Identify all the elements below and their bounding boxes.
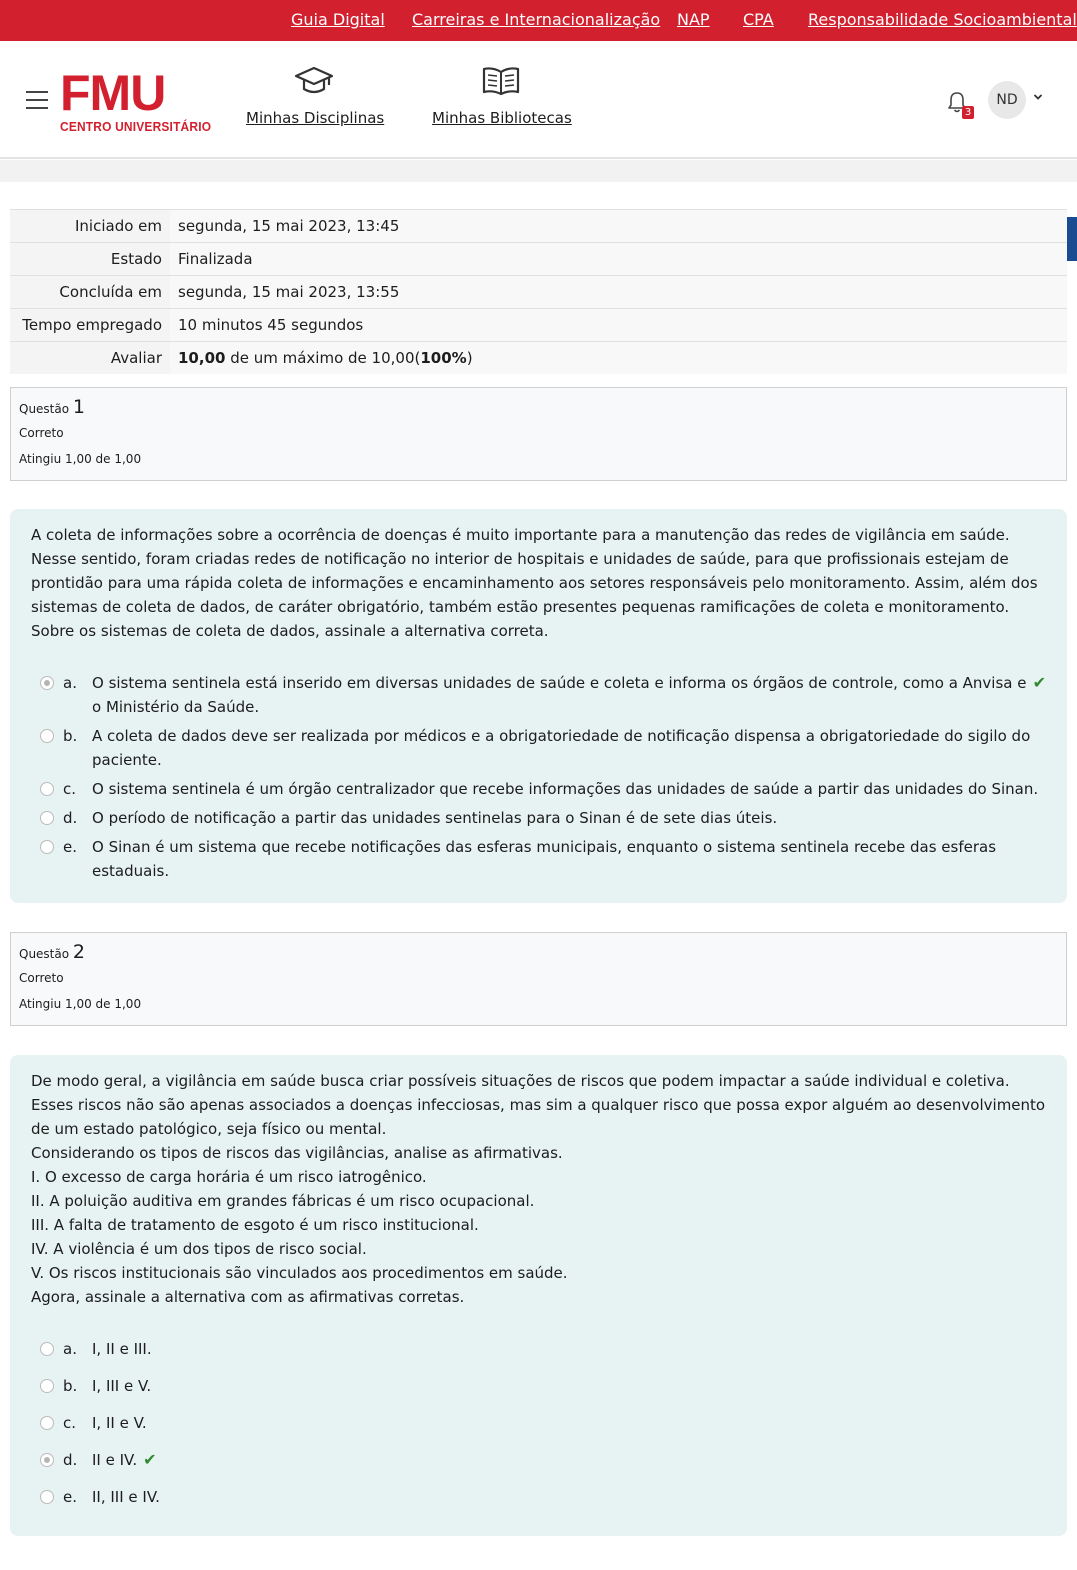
summary-row: [10, 309, 1067, 342]
graduation-cap-icon: [246, 63, 381, 99]
answer-text: O sistema sentinela é um órgão centralizador que recebe informações das unidades de saúde a partir das unidades do Sinan.: [92, 780, 1039, 798]
answer-text: I, II e V.: [92, 1414, 147, 1432]
question-content-1: [10, 509, 1067, 903]
answer-text: A coleta de dados deve ser realizada por médicos e a obrigatoriedade de notificação dispensa a obrigatoriedade do sigilo do paciente.: [92, 727, 1031, 769]
answer-letter: e.: [63, 1488, 77, 1506]
nav-label: Minhas Bibliotecas: [432, 109, 572, 127]
radio-button[interactable]: [40, 1490, 54, 1504]
answer-option-d[interactable]: [31, 1448, 1046, 1472]
question-paragraph: III. A falta de tratamento de esgoto é um risco institucional.: [31, 1216, 479, 1234]
question-status: Correto: [19, 971, 64, 985]
answer-text: I, II e III.: [92, 1340, 152, 1358]
logo-subtitle: CENTRO UNIVERSITÁRIO: [60, 119, 212, 134]
summary-value: Finalizada: [170, 243, 1067, 276]
radio-button[interactable]: [40, 729, 54, 743]
answer-letter: c.: [63, 1414, 77, 1432]
chevron-down-icon[interactable]: [1033, 93, 1043, 104]
question-text: [31, 1069, 1046, 1309]
question-prefix: Questão: [19, 947, 70, 961]
question-mark: Atingiu 1,00 de 1,00: [19, 452, 142, 466]
answer-option-e[interactable]: [31, 835, 1046, 883]
grade-percent: 100%: [420, 349, 467, 367]
radio-button[interactable]: [40, 782, 54, 796]
summary-value: 10 minutos 45 segundos: [170, 309, 1067, 342]
nav-minhas-bibliotecas[interactable]: [432, 63, 572, 127]
notification-count-badge: 3: [962, 106, 974, 119]
question-paragraph: IV. A violência é um dos tipos de risco social.: [31, 1240, 367, 1258]
grade-score: 10,00: [178, 349, 226, 367]
question-status: Correto: [19, 426, 64, 440]
question-number: [19, 396, 1058, 418]
summary-label: Tempo empregado: [10, 309, 170, 342]
question-info-1: [10, 387, 1067, 481]
answer-list: [31, 1337, 1046, 1509]
radio-button-selected[interactable]: [40, 1453, 54, 1467]
link-nap[interactable]: NAP: [677, 10, 710, 29]
answer-letter: c.: [63, 780, 77, 798]
question-info-2: [10, 932, 1067, 1026]
answer-letter: a.: [63, 1340, 77, 1358]
answer-list: [31, 671, 1046, 883]
nav-minhas-disciplinas[interactable]: [246, 63, 385, 127]
question-paragraph: Considerando os tipos de riscos das vigilâncias, analise as afirmativas.: [31, 1144, 563, 1162]
question-paragraph: De modo geral, a vigilância em saúde busca criar possíveis situações de riscos que podem impactar a saúde individual e coletiva. Esses riscos não são apenas associados a doenças infecciosas, mas sim a qualquer risco que possa expor alguém ao desenvolvimento de um estado patológico, seja físico ou mental.: [31, 1072, 1046, 1138]
answer-option-a[interactable]: [31, 671, 1046, 719]
radio-button[interactable]: [40, 1342, 54, 1356]
answer-option-c[interactable]: [31, 777, 1046, 801]
question-number: [19, 941, 1058, 963]
answer-letter: d.: [63, 809, 78, 827]
site-header: [0, 41, 1077, 159]
answer-option-d[interactable]: [31, 806, 1046, 830]
answer-text: O Sinan é um sistema que recebe notificações das esferas municipais, enquanto o sistema sentinela recebe das esferas estaduais.: [92, 838, 997, 880]
answer-option-b[interactable]: [31, 724, 1046, 772]
summary-label: Iniciado em: [10, 210, 170, 243]
link-carreiras[interactable]: Carreiras e Internacionalização: [412, 10, 661, 29]
answer-option-c[interactable]: [31, 1411, 1046, 1435]
summary-label: Avaliar: [10, 342, 170, 375]
question-prefix: Questão: [19, 402, 70, 416]
summary-row: [10, 243, 1067, 276]
summary-label: Concluída em: [10, 276, 170, 309]
answer-option-e[interactable]: [31, 1485, 1046, 1509]
user-avatar[interactable]: ND: [988, 81, 1026, 119]
question-paragraph: I. O excesso de carga horária é um risco iatrogênico.: [31, 1168, 427, 1186]
summary-row: [10, 276, 1067, 309]
grade-value: [170, 342, 1067, 375]
answer-letter: a.: [63, 674, 77, 692]
question-paragraph: V. Os riscos institucionais são vinculados aos procedimentos em saúde.: [31, 1264, 568, 1282]
summary-label: Estado: [10, 243, 170, 276]
link-guia-digital[interactable]: Guia Digital: [291, 10, 385, 29]
open-book-icon: [432, 63, 569, 99]
radio-button[interactable]: [40, 811, 54, 825]
link-responsabilidade[interactable]: Responsabilidade Socioambiental: [808, 10, 1077, 29]
fmu-logo[interactable]: [60, 65, 224, 134]
answer-text: II, III e IV.: [92, 1488, 160, 1506]
nav-label: Minhas Disciplinas: [246, 109, 385, 127]
radio-button[interactable]: [40, 1379, 54, 1393]
answer-text: O período de notificação a partir das unidades sentinelas para o Sinan é de sete dias úteis.: [92, 809, 778, 827]
answer-letter: b.: [63, 1377, 78, 1395]
summary-value: segunda, 15 mai 2023, 13:45: [170, 210, 1067, 243]
hamburger-menu-icon[interactable]: [26, 91, 48, 109]
answer-text: II e IV.: [92, 1451, 138, 1469]
radio-button[interactable]: [40, 1416, 54, 1430]
answer-text: O sistema sentinela está inserido em diversas unidades de saúde e coleta e informa os órgãos de controle, como a Anvisa e o Ministério da Saúde.: [92, 674, 1027, 716]
summary-row: [10, 210, 1067, 243]
header-divider-strip: [0, 160, 1077, 182]
correct-check-icon: ✔: [143, 1450, 157, 1469]
question-text: [31, 523, 1046, 643]
question-paragraph: A coleta de informações sobre a ocorrência de doenças é muito importante para a manutenção das redes de vigilância em saúde. Nesse sentido, foram criadas redes de notificação no interior de hospitais e unidades de saúde, para que profissionais estejam de prontidão para uma rápida coleta de informações e encaminhamento aos setores responsáveis pelo monitoramento. Assim, além dos sistemas de coleta de dados, de caráter obrigatório, também estão presentes pequenas ramificações de coleta e monitoramento. Sobre os sistemas de coleta de dados, assinale a alternativa correta.: [31, 526, 1038, 640]
answer-option-a[interactable]: [31, 1337, 1046, 1361]
link-cpa[interactable]: CPA: [743, 10, 774, 29]
question-number-value: 2: [72, 941, 86, 963]
summary-value: segunda, 15 mai 2023, 13:55: [170, 276, 1067, 309]
answer-letter: b.: [63, 727, 78, 745]
logo-text: FMU: [60, 65, 166, 121]
answer-text: I, III e V.: [92, 1377, 152, 1395]
correct-check-icon: ✔: [1032, 673, 1046, 692]
answer-option-b[interactable]: [31, 1374, 1046, 1398]
grade-end: ): [466, 349, 473, 367]
question-paragraph: II. A poluição auditiva em grandes fábricas é um risco ocupacional.: [31, 1192, 535, 1210]
answer-letter: e.: [63, 838, 77, 856]
grade-mid: de um máximo de 10,00(: [225, 349, 421, 367]
answer-letter: d.: [63, 1451, 78, 1469]
attempt-summary-table: [10, 209, 1067, 374]
summary-row-grade: [10, 342, 1067, 375]
question-content-2: [10, 1055, 1067, 1536]
radio-button-selected[interactable]: [40, 676, 54, 690]
question-mark: Atingiu 1,00 de 1,00: [19, 997, 142, 1011]
question-number-value: 1: [72, 396, 86, 418]
top-links-bar: [0, 0, 1077, 41]
radio-button[interactable]: [40, 840, 54, 854]
question-paragraph: Agora, assinale a alternativa com as afirmativas corretas.: [31, 1288, 465, 1306]
